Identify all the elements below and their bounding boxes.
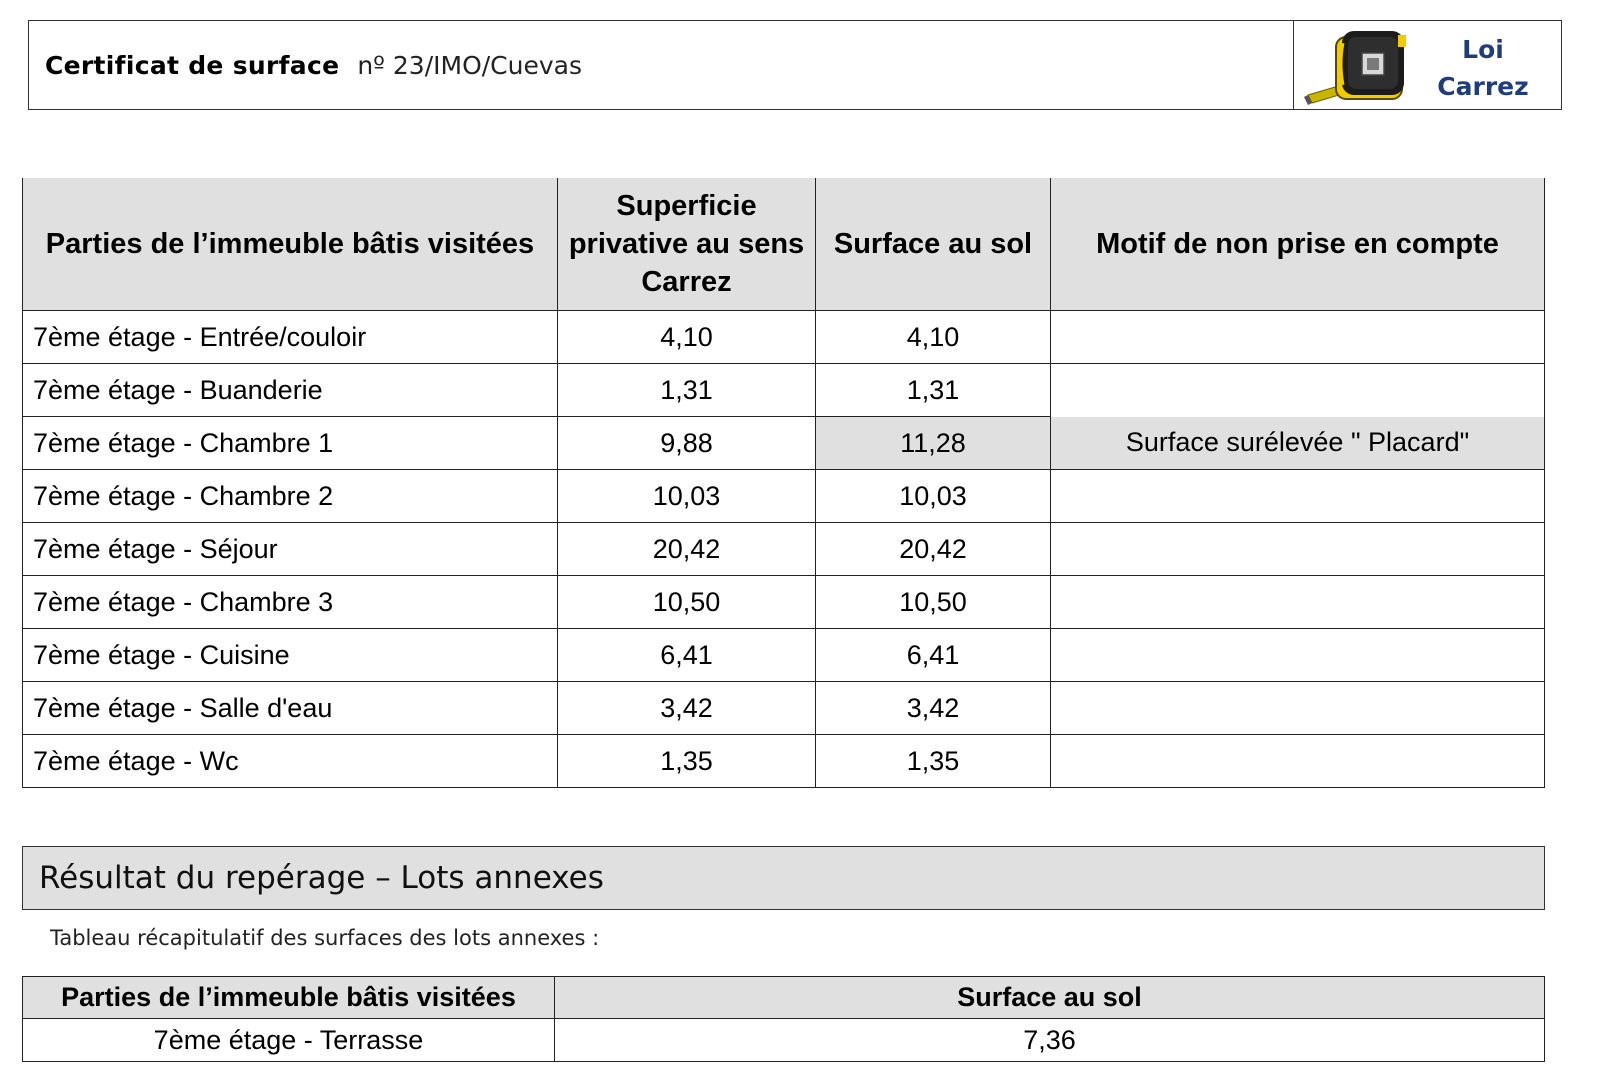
table-row: [23, 417, 1545, 470]
cell-motif: [1051, 470, 1545, 523]
annex-surfaces-table: [22, 976, 1545, 1062]
cell-sol: 1,35: [816, 735, 1051, 788]
cell-part: 7ème étage - Chambre 1: [23, 417, 558, 470]
column-header-sol: Surface au sol: [816, 178, 1051, 311]
cell-motif: [1051, 682, 1545, 735]
cell-motif: [1051, 311, 1545, 364]
cell-carrez: 1,31: [558, 364, 816, 417]
cell-part: 7ème étage - Chambre 3: [23, 576, 558, 629]
certificate-title-group: [45, 21, 582, 109]
cell-carrez: 9,88: [558, 417, 816, 470]
cell-sol: 3,42: [816, 682, 1051, 735]
cell-motif: [1051, 629, 1545, 682]
cell-carrez: 6,41: [558, 629, 816, 682]
annex-section-title: Résultat du repérage – Lots annexes: [22, 846, 1545, 910]
column-header-carrez: Superficie privative au sens Carrez: [558, 178, 816, 311]
cell-sol: 6,41: [816, 629, 1051, 682]
annex-column-header-sol: Surface au sol: [555, 977, 1545, 1019]
cell-part: 7ème étage - Salle d'eau: [23, 682, 558, 735]
cell-motif: [1051, 364, 1545, 417]
cell-carrez: 3,42: [558, 682, 816, 735]
cell-sol: 4,10: [816, 311, 1051, 364]
annex-cell-part: 7ème étage - Terrasse: [23, 1019, 555, 1062]
table-row: [23, 523, 1545, 576]
cell-sol: 10,50: [816, 576, 1051, 629]
table-row: [23, 364, 1545, 417]
cell-carrez: 1,35: [558, 735, 816, 788]
cell-part: 7ème étage - Entrée/couloir: [23, 311, 558, 364]
loi-carrez-logo: [1293, 21, 1561, 109]
column-header-motif: Motif de non prise en compte: [1051, 178, 1545, 311]
logo-label-line-2: Carrez: [1437, 72, 1529, 101]
cell-motif: [1051, 576, 1545, 629]
table-row: [23, 1019, 1545, 1062]
cell-carrez: 10,03: [558, 470, 816, 523]
cell-carrez: 4,10: [558, 311, 816, 364]
annex-caption: Tableau récapitulatif des surfaces des lots annexes :: [50, 926, 600, 950]
cell-sol: 10,03: [816, 470, 1051, 523]
table-row: [23, 629, 1545, 682]
surfaces-table: [22, 178, 1545, 788]
column-header-part: Parties de l’immeuble bâtis visitées: [23, 178, 558, 311]
cell-part: 7ème étage - Chambre 2: [23, 470, 558, 523]
cell-part: 7ème étage - Buanderie: [23, 364, 558, 417]
logo-label: [1414, 31, 1552, 105]
cell-part: 7ème étage - Cuisine: [23, 629, 558, 682]
annex-cell-sol: 7,36: [555, 1019, 1545, 1062]
cell-carrez: 20,42: [558, 523, 816, 576]
logo-label-line-1: Loi: [1462, 35, 1504, 64]
cell-carrez: 10,50: [558, 576, 816, 629]
certificate-number: nº 23/IMO/Cuevas: [357, 50, 582, 80]
table-row: [23, 682, 1545, 735]
certificate-header: [28, 20, 1562, 110]
cell-sol: 1,31: [816, 364, 1051, 417]
table-row: [23, 576, 1545, 629]
table-header-row: [23, 178, 1545, 311]
table-row: [23, 311, 1545, 364]
certificate-title: Certificat de surface: [45, 50, 340, 80]
tape-measure-icon: [1302, 23, 1418, 107]
cell-motif-highlighted: Surface surélevée " Placard": [1051, 417, 1545, 470]
cell-motif: [1051, 523, 1545, 576]
cell-sol-highlighted: 11,28: [816, 417, 1051, 470]
cell-part: 7ème étage - Séjour: [23, 523, 558, 576]
annex-header-row: [23, 977, 1545, 1019]
cell-part: 7ème étage - Wc: [23, 735, 558, 788]
table-row: [23, 735, 1545, 788]
annex-column-header-part: Parties de l’immeuble bâtis visitées: [23, 977, 555, 1019]
cell-motif: [1051, 735, 1545, 788]
cell-sol: 20,42: [816, 523, 1051, 576]
table-row: [23, 470, 1545, 523]
